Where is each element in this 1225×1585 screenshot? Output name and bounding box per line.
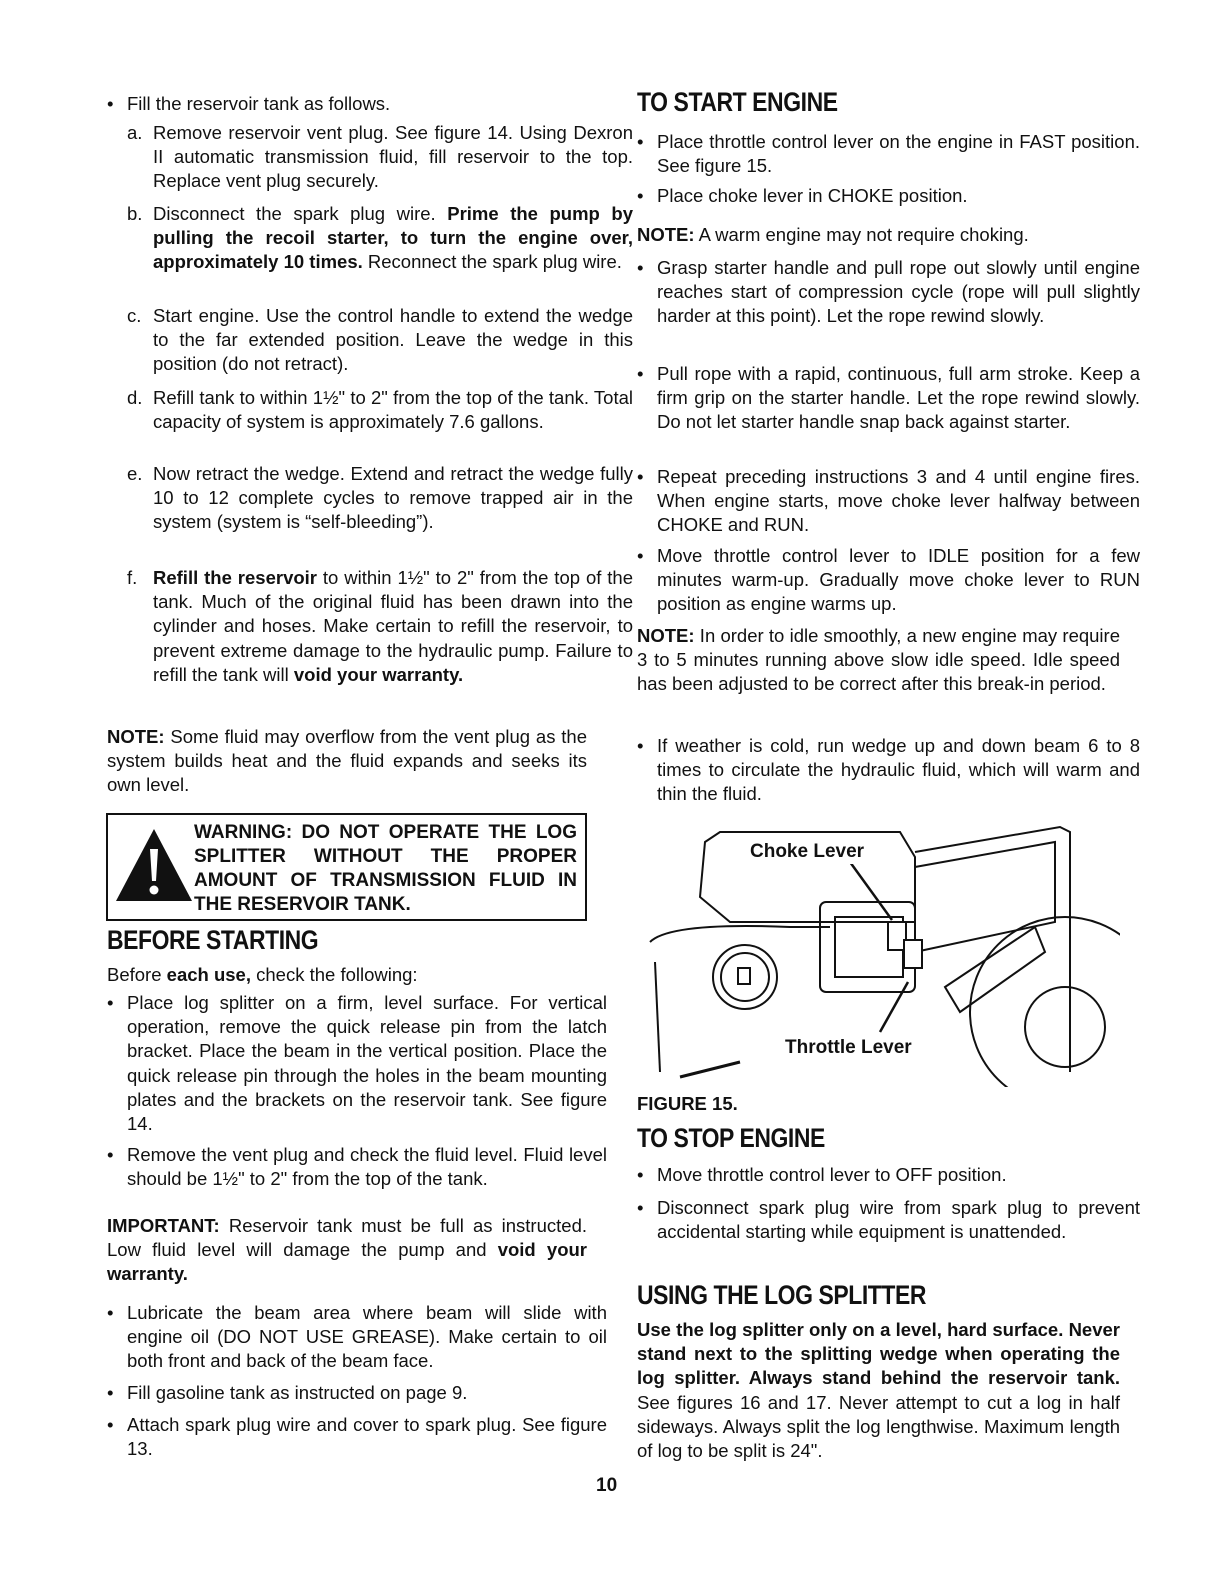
bullet-spark-plug: • Attach spark plug wire and cover to spark plug. See figure 13. — [107, 1413, 607, 1461]
bullet-check-fluid: • Remove the vent plug and check the fluid level. Fluid level should be 1½" to 2" from the top of the tank. — [107, 1143, 607, 1191]
bullet-idle: • Move throttle control lever to IDLE position for a few minutes warm-up. Gradually move choke lever to RUN position as engine warms up. — [637, 544, 1140, 617]
step-e: e. Now retract the wedge. Extend and retract the wedge fully 10 to 12 complete cycles to remove trapped air in the system (system is “self-bleeding”). — [127, 463, 633, 533]
warning-text: WARNING: DO NOT OPERATE THE LOG SPLITTER WITHOUT THE PROPER AMOUNT OF TRANSMISSION FLUID IN THE RESERVOIR TANK. — [194, 822, 577, 915]
bullet-cold-weather: • If weather is cold, run wedge up and down beam 6 to 8 times to circulate the hydraulic fluid, which will warm and thin the fluid. — [637, 734, 1140, 807]
heading-stop-engine: TO STOP ENGINE — [637, 1123, 825, 1153]
bullet-pull-rope: • Pull rope with a rapid, continuous, full arm stroke. Keep a firm grip on the starter handle. Let the rope rewind slowly. Do not let starter handle snap back against starter. — [637, 362, 1140, 435]
note-warm-engine: NOTE: A warm engine may not require choking. — [637, 224, 1029, 245]
bullet-repeat: • Repeat preceding instructions 3 and 4 until engine fires. When engine starts, move choke lever halfway between CHOKE and RUN. — [637, 465, 1140, 538]
figure-15-engine-illustration — [640, 812, 1120, 1087]
using-paragraph: Use the log splitter only on a level, hard surface. Never stand next to the splitting wedge when operating the log splitter. Always stand behind the reservoir tank. See figures 16 and 17. Never attempt to cut a log in half sideways. Always split the log lengthwise. Maximum length of log to be split is 24". — [637, 1319, 1120, 1462]
bullet-disconnect-spark: • Disconnect spark plug wire from spark plug to prevent accidental starting while equipment is unattended. — [637, 1196, 1140, 1244]
bullet-grasp-starter: • Grasp starter handle and pull rope out slowly until engine reaches start of compression cycle (rope will pull slightly harder at this point). Let the rope rewind slowly. — [637, 256, 1140, 329]
page-number: 10 — [596, 1475, 618, 1496]
bullet-fill-reservoir: • Fill the reservoir tank as follows. — [107, 92, 607, 116]
figure-15-caption: FIGURE 15. — [637, 1093, 738, 1114]
important-note: IMPORTANT: Reservoir tank must be full as instructed. Low fluid level will damage the pump and void your warranty. — [107, 1215, 587, 1285]
choke-lever-label: Choke Lever — [750, 840, 864, 864]
step-b: b. Disconnect the spark plug wire. Prime the pump by pulling the recoil starter, to turn the engine over, approximately 10 times. Reconnect the spark plug wire. — [127, 203, 633, 273]
bullet-throttle-fast: • Place throttle control lever on the engine in FAST position. See figure 15. — [637, 130, 1140, 178]
step-c: c. Start engine. Use the control handle to extend the wedge to the far extended position. Leave the wedge in this position (do not retract). — [127, 305, 633, 375]
heading-using-log-splitter: USING THE LOG SPLITTER — [637, 1280, 927, 1310]
bullet-lubricate: • Lubricate the beam area where beam will slide with engine oil (DO NOT USE GREASE). Make certain to oil both front and back of the beam face. — [107, 1301, 607, 1374]
warning-triangle-icon — [114, 825, 194, 905]
step-d: d. Refill tank to within 1½" to 2" from the top of the tank. Total capacity of system is approximately 7.6 gallons. — [127, 387, 633, 433]
bullet-throttle-off: • Move throttle control lever to OFF position. — [637, 1163, 1140, 1187]
bullet-gasoline: • Fill gasoline tank as instructed on page 9. — [107, 1381, 607, 1405]
bullet-choke: • Place choke lever in CHOKE position. — [637, 184, 1140, 208]
heading-start-engine: TO START ENGINE — [637, 87, 838, 117]
note-idle: NOTE: In order to idle smoothly, a new engine may require 3 to 5 minutes running above slow idle speed. Idle speed has been adjusted to be correct after this break-in period. — [637, 625, 1120, 695]
step-f: f. Refill the reservoir to within 1½" to 2" from the top of the tank. Much of the original fluid has been drawn into the cylinder and hoses. Make certain to refill the reservoir, to prevent extreme damage to the hydraulic pump. Failure to refill the tank will void your warranty. — [127, 567, 633, 685]
warning-box — [106, 813, 587, 921]
throttle-lever-label: Throttle Lever — [785, 1036, 912, 1060]
note-overflow: NOTE: Some fluid may overflow from the vent plug as the system builds heat and the fluid expands and seeks its own level. — [107, 726, 587, 796]
bullet-place-splitter: • Place log splitter on a firm, level surface. For vertical operation, remove the quick release pin from the latch bracket. Place the beam in the vertical position. Place the quick release pin through the holes in the beam mounting plates and the brackets on the reservoir tank. See figure 14. — [107, 991, 607, 1136]
step-a: a. Remove reservoir vent plug. See figure 14. Using Dexron II automatic transmission fluid, fill reservoir to the top. Replace vent plug securely. — [127, 122, 633, 192]
heading-before-starting: BEFORE STARTING — [107, 925, 319, 955]
before-intro: Before each use, check the following: — [107, 964, 418, 985]
